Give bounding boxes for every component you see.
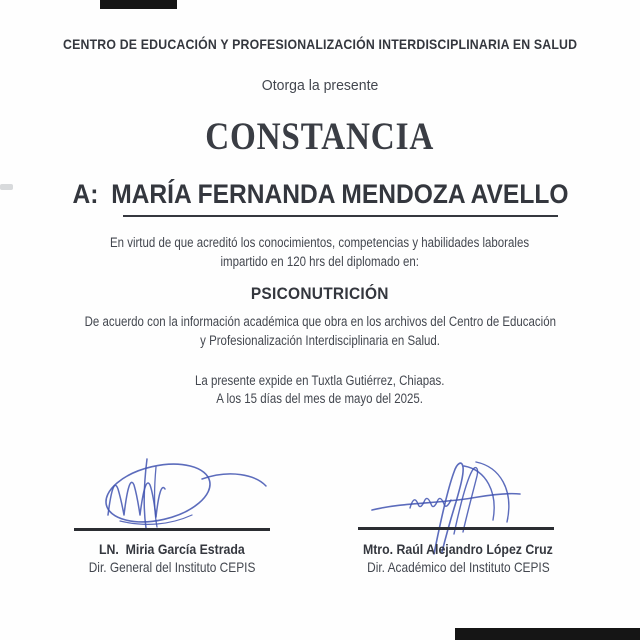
signature-line-left bbox=[74, 528, 270, 531]
presents-line: Otorga la presente bbox=[261, 78, 379, 94]
source-line-2: y Profesionalización Interdisciplinaria en Salud. bbox=[200, 333, 440, 348]
recipient-underline bbox=[123, 215, 558, 217]
issue-date-line: A los 15 días del mes de mayo del 2025. bbox=[216, 391, 424, 406]
reason-line-1: En virtud de que acreditó los conocimientos, competencias y habilidades laborales bbox=[110, 235, 530, 250]
signatory-left-title: Dir. General del Instituto CEPIS bbox=[88, 559, 256, 575]
signatory-right-title: Dir. Académico del Instituto CEPIS bbox=[366, 559, 550, 575]
reason-line-2: impartido en 120 hrs del diplomado en: bbox=[220, 254, 420, 269]
scan-artifact-bar-bottom-right bbox=[455, 628, 640, 640]
issue-place-line: La presente expide en Tuxtla Gutiérrez, Chiapas. bbox=[195, 373, 445, 388]
institution-name-text: CENTRO DE EDUCACIÓN Y PROFESIONALIZACIÓN INTERDISCIPLINARIA EN SALUD bbox=[62, 36, 578, 52]
source-line-1: De acuerdo con la información académica que obra en los archivos del Centro de Educación bbox=[84, 314, 556, 329]
recipient-line bbox=[0, 181, 640, 208]
signatory-right-name: Mtro. Raúl Alejandro López Cruz bbox=[363, 541, 553, 557]
recipient-prefix: A: bbox=[72, 179, 98, 209]
scan-artifact-bar-top-left bbox=[100, 0, 177, 9]
signature-line-right bbox=[358, 527, 554, 530]
recipient-inner bbox=[72, 181, 568, 208]
signatory-left-name: LN. Miria García Estrada bbox=[99, 541, 245, 557]
recipient-name: MARÍA FERNANDA MENDOZA AVELLO bbox=[110, 179, 568, 209]
certificate-title: CONSTANCIA bbox=[205, 115, 435, 158]
program-name: PSICONUTRICIÓN bbox=[251, 284, 389, 303]
institution-name bbox=[0, 37, 640, 51]
